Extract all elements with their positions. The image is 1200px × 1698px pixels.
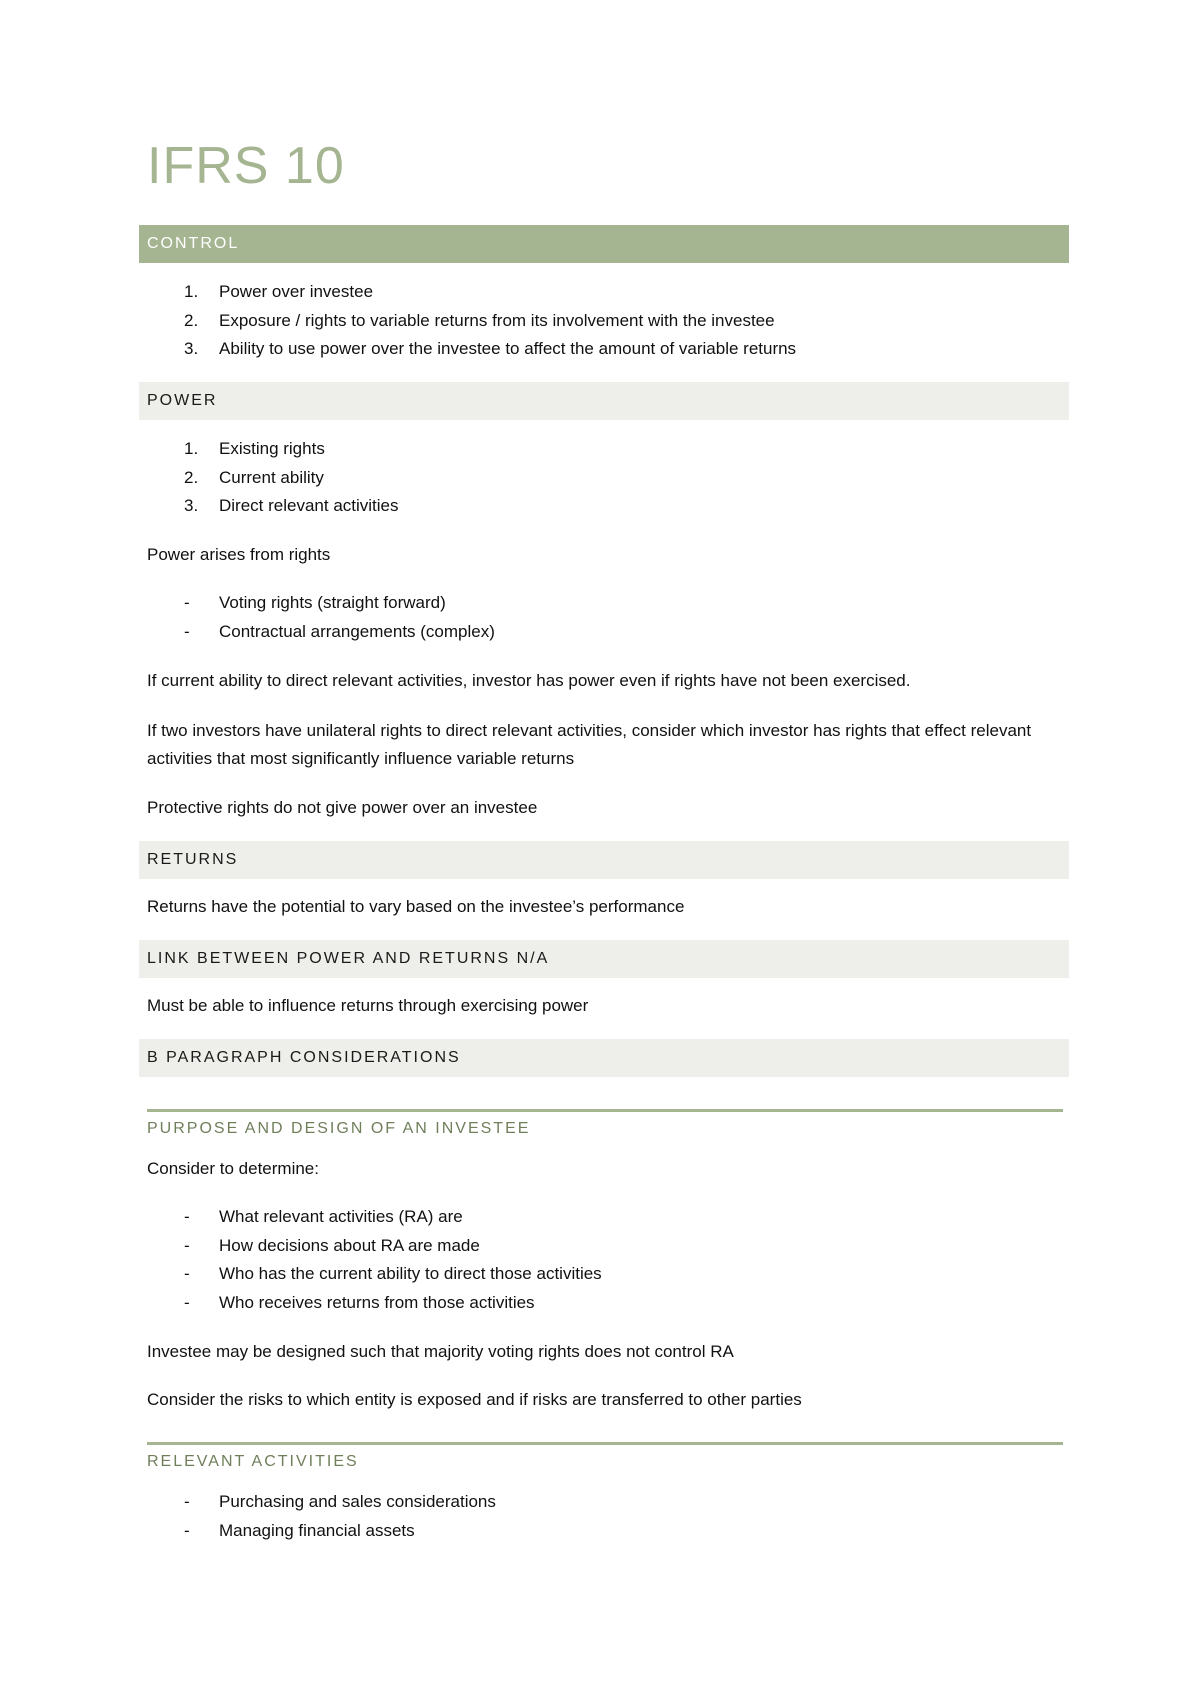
list-item-text: Who receives returns from those activities [219,1292,535,1312]
list-item [139,435,399,464]
list-item [139,307,796,336]
paragraph: Must be able to influence returns through exercising power [147,996,589,1015]
subsection-heading-purpose: PURPOSE AND DESIGN OF AN INVESTEE [147,1120,531,1137]
list-number: 3. [184,496,199,515]
list-item-text: Exposure / rights to variable returns from its involvement with the investee [219,310,775,330]
list-item [139,589,495,618]
list-item [139,1289,602,1318]
subsection-heading-relevant: RELEVANT ACTIVITIES [147,1453,359,1470]
list-item [139,492,399,521]
subsection-rule [147,1442,1063,1445]
list-item-text: How decisions about RA are made [219,1235,480,1255]
section-heading-returns [139,841,1069,879]
bullet-dash: - [184,1235,190,1255]
subsection-rule [147,1109,1063,1112]
list-item [139,1260,602,1289]
section-heading-control [139,225,1069,263]
paragraph: Consider to determine: [147,1159,319,1178]
bullet-dash: - [184,1264,190,1283]
control-list [139,278,796,364]
paragraph: Protective rights do not give power over an investee [147,798,538,817]
paragraph: Power arises from rights [147,545,331,564]
list-item-text: Voting rights (straight forward) [219,593,446,612]
list-item-text: What relevant activities (RA) are [219,1207,463,1226]
section-heading-power [139,382,1069,420]
bullet-dash: - [184,1292,190,1312]
list-number: 1. [184,439,199,458]
list-item-text: Managing financial assets [219,1520,415,1540]
bullet-dash: - [184,621,190,641]
list-item-text: Contractual arrangements (complex) [219,621,495,641]
purpose-bullets [139,1203,602,1317]
bullet-dash: - [184,1207,190,1226]
section-heading-link [139,940,1069,978]
list-number: 1. [184,282,199,301]
list-item-text: Current ability [219,467,324,487]
list-item-text: Direct relevant activities [219,496,399,515]
list-item-text: Ability to use power over the investee to affect the amount of variable returns [219,339,797,358]
list-item [139,335,796,364]
section-heading-control-text: CONTROL [147,235,240,252]
list-item [139,278,796,307]
bullet-dash: - [184,1492,190,1511]
list-item-text: Purchasing and sales considerations [219,1492,496,1511]
section-heading-link-text: LINK BETWEEN POWER AND RETURNS N/A [147,950,550,967]
list-item-text: Power over investee [219,282,374,301]
paragraph: Investee may be designed such that majority voting rights does not control RA [147,1342,734,1361]
paragraph: If current ability to direct relevant activities, investor has power even if rights have not been exercised. [147,671,911,690]
list-item-text: Existing rights [219,439,325,458]
section-heading-b-paragraph-text: B PARAGRAPH CONSIDERATIONS [147,1049,461,1066]
section-heading-b-paragraph [139,1039,1069,1077]
bullet-dash: - [184,1520,190,1540]
list-item [139,464,399,493]
list-item [139,1232,602,1261]
paragraph: Returns have the potential to vary based on the investee’s performance [147,897,685,916]
power-list [139,435,399,521]
paragraph: If two investors have unilateral rights to direct relevant activities, consider which investor has rights that effect relevant activities that most significantly influence variable returns [147,721,1032,768]
section-heading-power-text: POWER [147,392,218,409]
power-bullets [139,589,495,646]
list-item [139,1203,602,1232]
relevant-bullets [139,1488,496,1545]
list-number: 2. [184,467,199,487]
list-item [139,1488,496,1517]
list-number: 2. [184,310,199,330]
paragraph: Consider the risks to which entity is exposed and if risks are transferred to other parties [147,1390,802,1409]
bullet-dash: - [184,593,190,612]
list-number: 3. [184,339,199,358]
list-item-text: Who has the current ability to direct those activities [219,1264,602,1283]
list-item [139,618,495,647]
section-heading-returns-text: RETURNS [147,851,239,868]
list-item [139,1517,496,1546]
document-title: IFRS 10 [147,137,345,195]
